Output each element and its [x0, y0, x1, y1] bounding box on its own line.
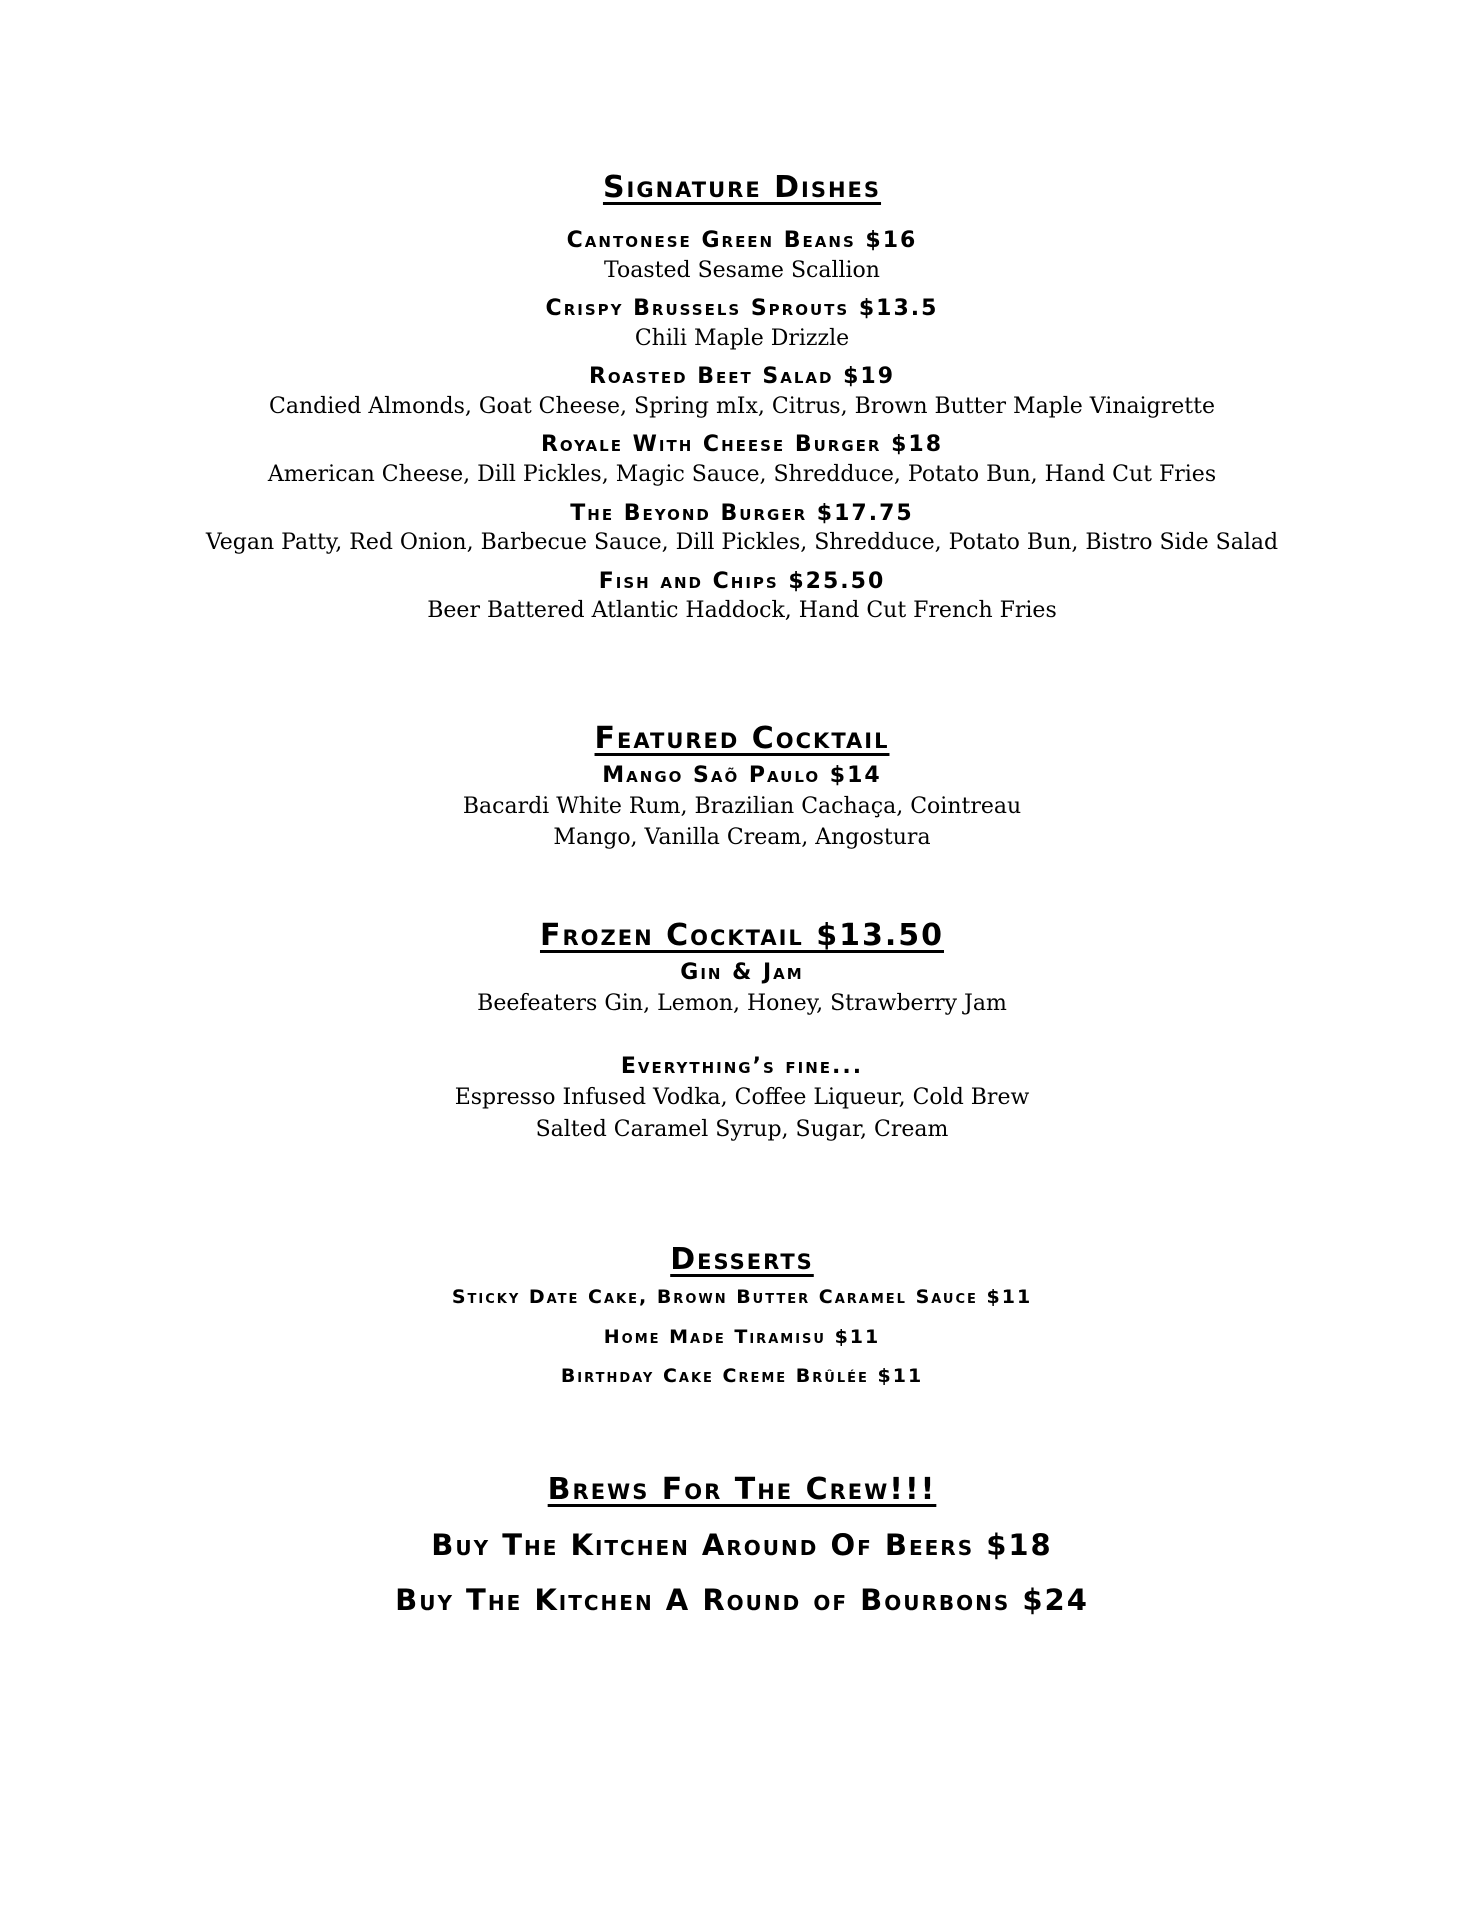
signature-item-title: Royale With Cheese Burger $18 [540, 432, 944, 457]
brews-item: Buy The Kitchen A Round of Bourbons $24 [395, 1583, 1089, 1617]
featured-cocktail-heading: Featured Cocktail [594, 721, 890, 756]
signature-item-desc: Vegan Patty, Red Onion, Barbecue Sauce, Dill Pickles, Shredduce, Potato Bun, Bistro Side Salad [205, 530, 1279, 555]
signature-item-desc: Toasted Sesame Scallion [604, 258, 880, 283]
featured-cocktail-ingredients: Bacardi White Rum, Brazilian Cachaça, Cointreau [462, 794, 1022, 819]
frozen-cocktail-heading: Frozen Cocktail $13.50 [539, 918, 944, 953]
signature-item-title: Roasted Beet Salad $19 [588, 364, 896, 389]
signature-item-desc: Candied Almonds, Goat Cheese, Spring mIx, Citrus, Brown Butter Maple Vinaigrette [269, 394, 1215, 419]
featured-cocktail-ingredients: Mango, Vanilla Cream, Angostura [553, 825, 931, 850]
signature-item-title: Fish and Chips $25.50 [598, 569, 886, 594]
frozen-cocktail-ingredients: Beefeaters Gin, Lemon, Honey, Strawberry Jam [477, 991, 1007, 1016]
signature-item-title: Cantonese Green Beans $16 [566, 228, 918, 253]
signature-item-desc: American Cheese, Dill Pickles, Magic Sauce, Shredduce, Potato Bun, Hand Cut Fries [267, 462, 1217, 487]
signature-item-desc: Chili Maple Drizzle [634, 326, 850, 351]
signature-item-title: The Beyond Burger $17.75 [570, 501, 914, 526]
signature-dishes-heading: Signature Dishes [602, 170, 882, 205]
signature-item-desc: Beer Battered Atlantic Haddock, Hand Cut French Fries [427, 598, 1057, 623]
frozen-cocktail-ingredients: Salted Caramel Syrup, Sugar, Cream [535, 1117, 949, 1142]
frozen-cocktail-title: Everything’s fine... [620, 1054, 864, 1079]
dessert-item: Sticky Date Cake, Brown Butter Caramel Sauce $11 [451, 1286, 1033, 1308]
dessert-item: Birthday Cake Creme Brûlée $11 [560, 1365, 924, 1387]
signature-item-title: Crispy Brussels Sprouts $13.5 [545, 296, 939, 321]
brews-heading: Brews For The Crew!!! [547, 1472, 937, 1507]
brews-item: Buy The Kitchen Around Of Beers $18 [431, 1528, 1053, 1562]
dessert-item: Home Made Tiramisu $11 [603, 1326, 881, 1348]
frozen-cocktail-title: Gin & Jam [680, 960, 804, 985]
featured-cocktail-title: Mango Saõ Paulo $14 [602, 763, 882, 788]
frozen-cocktail-ingredients: Espresso Infused Vodka, Coffee Liqueur, Cold Brew [454, 1085, 1030, 1110]
desserts-heading: Desserts [670, 1242, 814, 1277]
